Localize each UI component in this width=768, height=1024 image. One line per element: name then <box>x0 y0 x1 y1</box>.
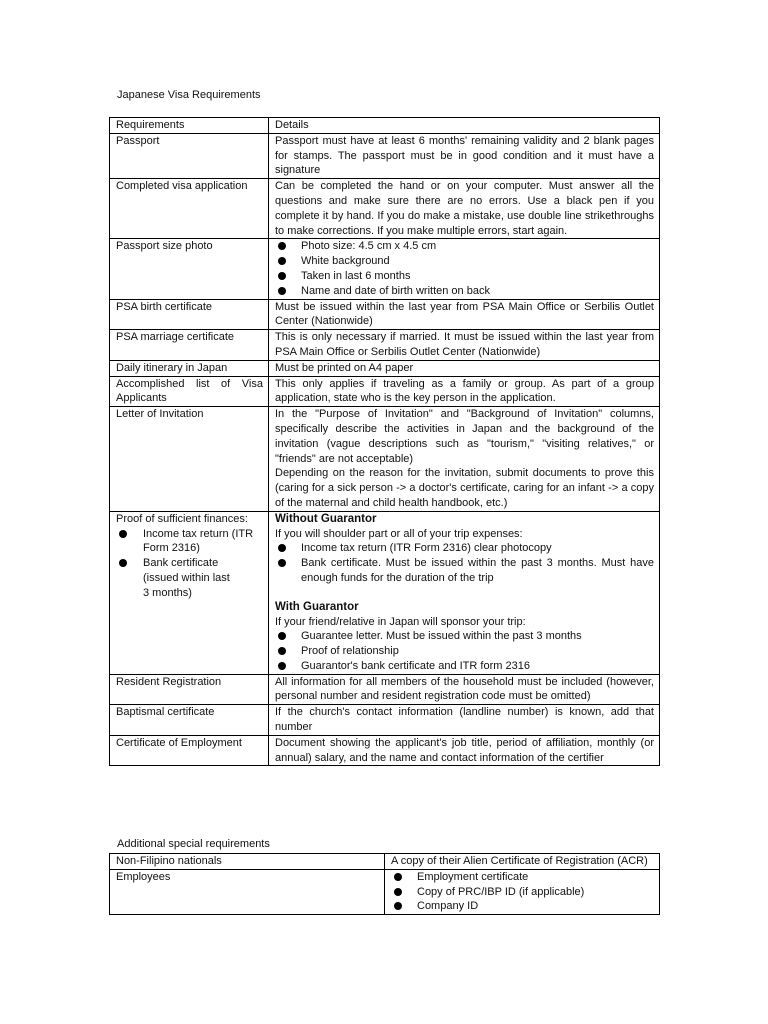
table-row <box>110 705 660 736</box>
requirements-table <box>109 117 660 766</box>
table-row <box>110 407 660 512</box>
table-row <box>110 735 660 766</box>
bullet-icon <box>278 287 286 295</box>
requirement-details: Document showing the applicant's job title, period of affiliation, monthly (or annual) salary, and the name and contact information of the certifier <box>269 735 660 766</box>
requirement-details: All information for all members of the household must be included (however, personal number and resident registration code must be omitted) <box>269 674 660 705</box>
table-row <box>110 854 660 870</box>
list-item <box>275 269 654 284</box>
list-item <box>275 659 654 674</box>
bullet-icon <box>278 647 286 655</box>
list-item <box>275 541 654 556</box>
with-guarantor-intro: If your friend/relative in Japan will sponsor your trip: <box>275 615 526 628</box>
document-title: Japanese Visa Requirements <box>117 89 261 101</box>
requirement-details <box>385 869 660 914</box>
bullet-icon <box>394 902 402 910</box>
bullet-icon <box>278 632 286 640</box>
requirement-label <box>110 511 269 674</box>
header-requirements: Requirements <box>110 118 269 134</box>
with-guarantor-heading: With Guarantor <box>275 600 359 613</box>
spacer <box>275 586 654 600</box>
list-item-text: Copy of PRC/IBP ID (if applicable) <box>417 885 585 898</box>
bullet-icon <box>119 559 127 567</box>
requirement-details: Can be completed the hand or on your computer. Must answer all the questions and make sure there are no errors. Use a black pen if you complete it by hand. If you do make a mistake, use double line strikethroughs to make corrections. If you make multiple errors, start again. <box>269 179 660 239</box>
list-item-text: Bank certificate (issued within last 3 months) <box>143 557 230 599</box>
invitation-paragraph: Depending on the reason for the invitation, submit documents to prove this (caring for a sick person -> a doctor's certificate, caring for an infant -> a copy of the maternal and child health handbook, etc.) <box>275 467 654 509</box>
requirement-label: Employees <box>110 869 385 914</box>
requirement-label: Accomplished list of Visa Applicants <box>110 376 269 407</box>
list-item-text: Company ID <box>417 900 479 913</box>
invitation-paragraph: In the "Purpose of Invitation" and "Background of Invitation" columns, specifically describe the activities in Japan and the background of the invitation (vague descriptions such as "tourism," "visiting relatives," or "friends" are not acceptable) <box>275 408 654 465</box>
table-row <box>110 376 660 407</box>
additional-requirements-title: Additional special requirements <box>117 838 270 850</box>
requirement-details: Must be issued within the last year from PSA Main Office or Serbilis Outlet Center (Nationwide) <box>269 299 660 330</box>
list-item-text: Income tax return (ITR Form 2316) <box>143 527 254 555</box>
with-guarantor-bullets <box>275 629 654 673</box>
requirement-details <box>269 511 660 674</box>
list-item <box>275 556 654 586</box>
requirement-details: If the church's contact information (landline number) is known, add that number <box>269 705 660 736</box>
table-header-row <box>110 118 660 134</box>
list-item-text: Name and date of birth written on back <box>301 284 490 297</box>
requirement-label: Certificate of Employment <box>110 735 269 766</box>
employees-bullet-list <box>391 870 654 914</box>
without-guarantor-bullets <box>275 541 654 585</box>
list-item <box>275 254 654 269</box>
bullet-icon <box>278 544 286 552</box>
bullet-icon <box>278 272 286 280</box>
list-item-text: Income tax return (ITR Form 2316) clear photocopy <box>301 542 552 555</box>
list-item-text: Guarantee letter. Must be issued within the past 3 months <box>301 630 582 643</box>
list-item <box>275 284 654 299</box>
requirement-label: Resident Registration <box>110 674 269 705</box>
requirement-label: Daily itinerary in Japan <box>110 360 269 376</box>
table-row <box>110 133 660 178</box>
requirement-label: Baptismal certificate <box>110 705 269 736</box>
list-item-text: Taken in last 6 months <box>301 269 411 282</box>
list-item <box>275 644 654 659</box>
table-row <box>110 179 660 239</box>
requirement-details <box>269 239 660 299</box>
requirement-details: This only applies if traveling as a family or group. As part of a group application, state who is the key person in the application. <box>269 376 660 407</box>
list-item-text: Proof of relationship <box>301 645 399 658</box>
table-row <box>110 511 660 674</box>
finances-label-bullets <box>116 527 263 601</box>
list-item-text: Guarantor's bank certificate and ITR form 2316 <box>301 659 530 672</box>
bullet-icon <box>119 530 127 538</box>
without-guarantor-heading: Without Guarantor <box>275 512 377 525</box>
list-item <box>391 885 654 900</box>
list-item <box>275 239 654 254</box>
table-row <box>110 674 660 705</box>
list-item-text: Bank certificate. Must be issued within the past 3 months. Must have enough funds for the duration of the trip <box>301 557 654 584</box>
without-guarantor-intro: If you will shoulder part or all of your trip expenses: <box>275 527 523 540</box>
bullet-icon <box>278 559 286 567</box>
requirement-details <box>269 407 660 512</box>
additional-requirements-table <box>109 853 660 915</box>
bullet-icon <box>278 257 286 265</box>
table-row <box>110 299 660 330</box>
list-item-text: Employment certificate <box>417 870 529 883</box>
list-item <box>391 870 654 885</box>
table-row <box>110 330 660 361</box>
list-item <box>116 556 263 600</box>
list-item-text: White background <box>301 255 390 268</box>
requirement-label: Non-Filipino nationals <box>110 854 385 870</box>
photo-bullet-list <box>275 239 654 298</box>
list-item <box>391 899 654 914</box>
requirement-label: PSA birth certificate <box>110 299 269 330</box>
bullet-icon <box>278 242 286 250</box>
requirement-details: This is only necessary if married. It must be issued within the last year from PSA Main Office or Serbilis Outlet Center (Nationwide) <box>269 330 660 361</box>
requirement-label: PSA marriage certificate <box>110 330 269 361</box>
list-item <box>275 629 654 644</box>
requirement-label-text: Letter of Invitation <box>116 408 204 421</box>
list-item <box>116 527 263 557</box>
list-item-text: Photo size: 4.5 cm x 4.5 cm <box>301 240 437 253</box>
bullet-icon <box>394 888 402 896</box>
requirement-label: Passport <box>110 133 269 178</box>
table-row <box>110 360 660 376</box>
table-row <box>110 239 660 299</box>
header-details: Details <box>269 118 660 134</box>
requirement-details: Passport must have at least 6 months' remaining validity and 2 blank pages for stamps. The passport must be in good condition and it must have a signature <box>269 133 660 178</box>
requirement-details: A copy of their Alien Certificate of Registration (ACR) <box>385 854 660 870</box>
table-row <box>110 869 660 914</box>
requirement-details: Must be printed on A4 paper <box>269 360 660 376</box>
finances-label: Proof of sufficient finances: <box>116 512 248 525</box>
bullet-icon <box>278 662 286 670</box>
bullet-icon <box>394 873 402 881</box>
requirement-label: Completed visa application <box>110 179 269 239</box>
requirement-label: Passport size photo <box>110 239 269 299</box>
requirement-label <box>110 407 269 512</box>
